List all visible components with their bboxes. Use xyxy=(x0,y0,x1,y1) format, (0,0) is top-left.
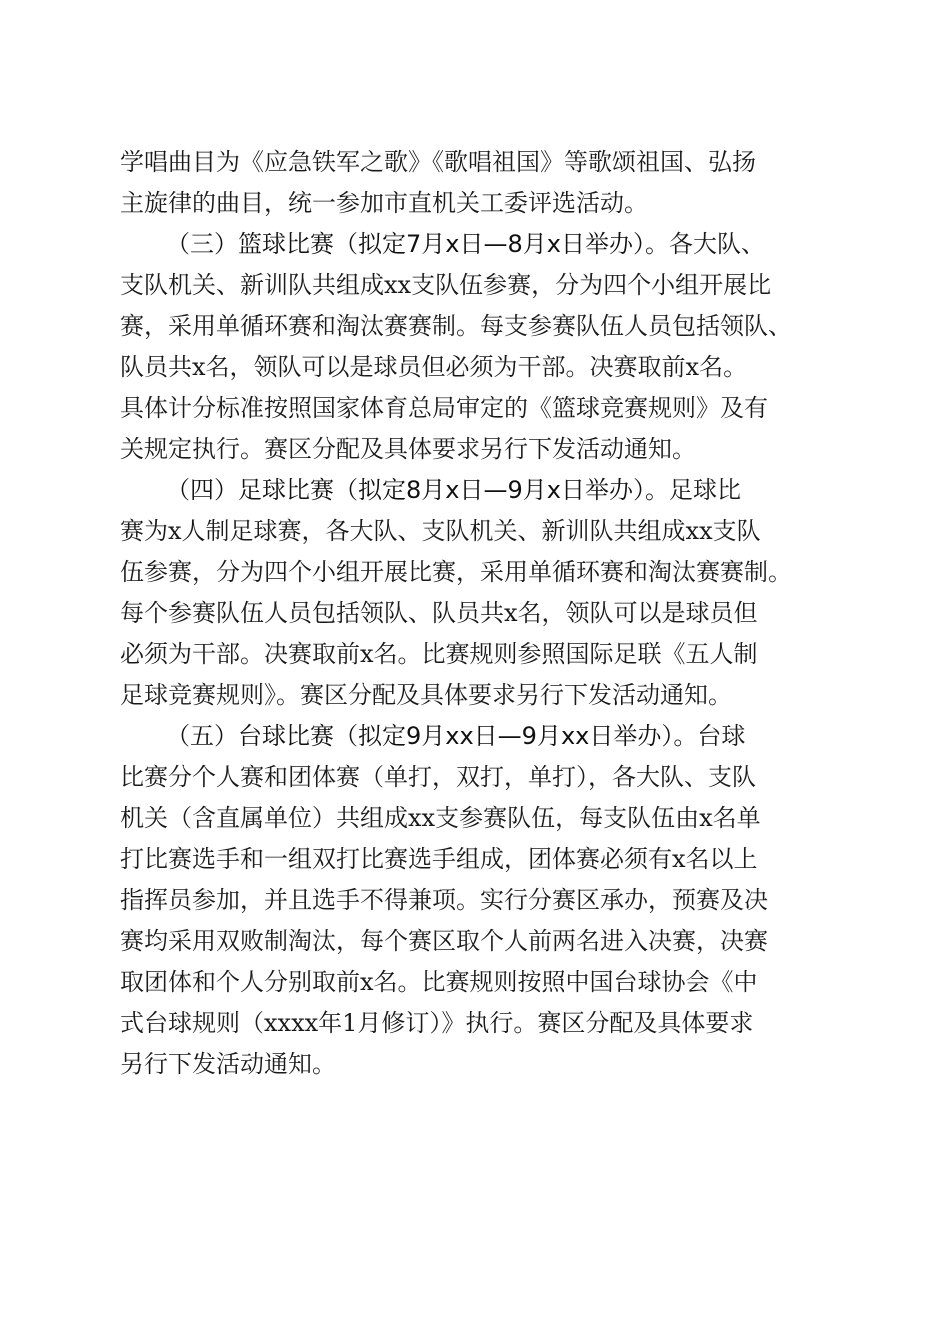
paragraph-line: 伍参赛，分为四个小组开展比赛，采用单循环赛和淘汰赛赛制。 xyxy=(120,558,792,586)
paragraph-line: 支队机关、新训队共组成xx支队伍参赛，分为四个小组开展比 xyxy=(120,271,772,299)
paragraph-line: 打比赛选手和一组双打比赛选手组成，团体赛必须有x名以上 xyxy=(120,845,758,873)
paragraph-text: 台球 xyxy=(697,722,746,750)
paragraph-line: 机关（含直属单位）共组成xx支参赛队伍，每支队伍由x名单 xyxy=(120,804,761,832)
paragraph-line: 赛为x人制足球赛，各大队、支队机关、新训队共组成xx支队 xyxy=(120,517,761,545)
paragraph-text: 各大队、 xyxy=(668,230,765,258)
paragraph-line: 指挥员参加，并且选手不得兼项。实行分赛区承办，预赛及决 xyxy=(120,886,768,914)
section-heading-billiards: （五）台球比赛（拟定9月xx日—9月xx日举办）。 xyxy=(166,722,698,750)
document-body xyxy=(120,142,832,1085)
paragraph-line: 每个参赛队伍人员包括领队、队员共x名，领队可以是球员但 xyxy=(120,599,758,627)
paragraph-first-line xyxy=(120,470,832,511)
paragraph-first-line xyxy=(120,716,832,757)
paragraph-line: 关规定执行。赛区分配及具体要求另行下发活动通知。 xyxy=(120,435,696,463)
paragraph-line: 学唱曲目为《应急铁军之歌》《歌唱祖国》等歌颂祖国、弘扬 xyxy=(120,148,756,176)
paragraph-line: 队员共x名，领队可以是球员但必须为干部。决赛取前x名。 xyxy=(120,353,748,381)
paragraph-line: 式台球规则（xxxx年1月修订）》执行。赛区分配及具体要求 xyxy=(120,1009,754,1037)
paragraph-line: 必须为干部。决赛取前x名。比赛规则参照国际足联《五人制 xyxy=(120,640,758,668)
section-heading-basketball: （三）篮球比赛（拟定7月x日—8月x日举办）。 xyxy=(166,230,669,258)
paragraph-line: 足球竞赛规则》。赛区分配及具体要求另行下发活动通知。 xyxy=(120,681,732,709)
paragraph-line: 赛，采用单循环赛和淘汰赛赛制。每支参赛队伍人员包括领队、 xyxy=(120,312,792,340)
paragraph-line: 赛均采用双败制淘汰，每个赛区取个人前两名进入决赛，决赛 xyxy=(120,927,768,955)
paragraph-line: 具体计分标准按照国家体育总局审定的《篮球竞赛规则》及有 xyxy=(120,394,768,422)
section-heading-football: （四）足球比赛（拟定8月x日—9月x日举办）。 xyxy=(166,476,669,504)
paragraph-first-line xyxy=(120,224,832,265)
paragraph-text: 足球比 xyxy=(668,476,741,504)
paragraph-line: 主旋律的曲目，统一参加市直机关工委评选活动。 xyxy=(120,189,648,217)
paragraph-line: 比赛分个人赛和团体赛（单打，双打，单打），各大队、支队 xyxy=(120,763,756,791)
paragraph-line: 取团体和个人分别取前x名。比赛规则按照中国台球协会《中 xyxy=(120,968,758,996)
paragraph-line: 另行下发活动通知。 xyxy=(120,1050,336,1078)
